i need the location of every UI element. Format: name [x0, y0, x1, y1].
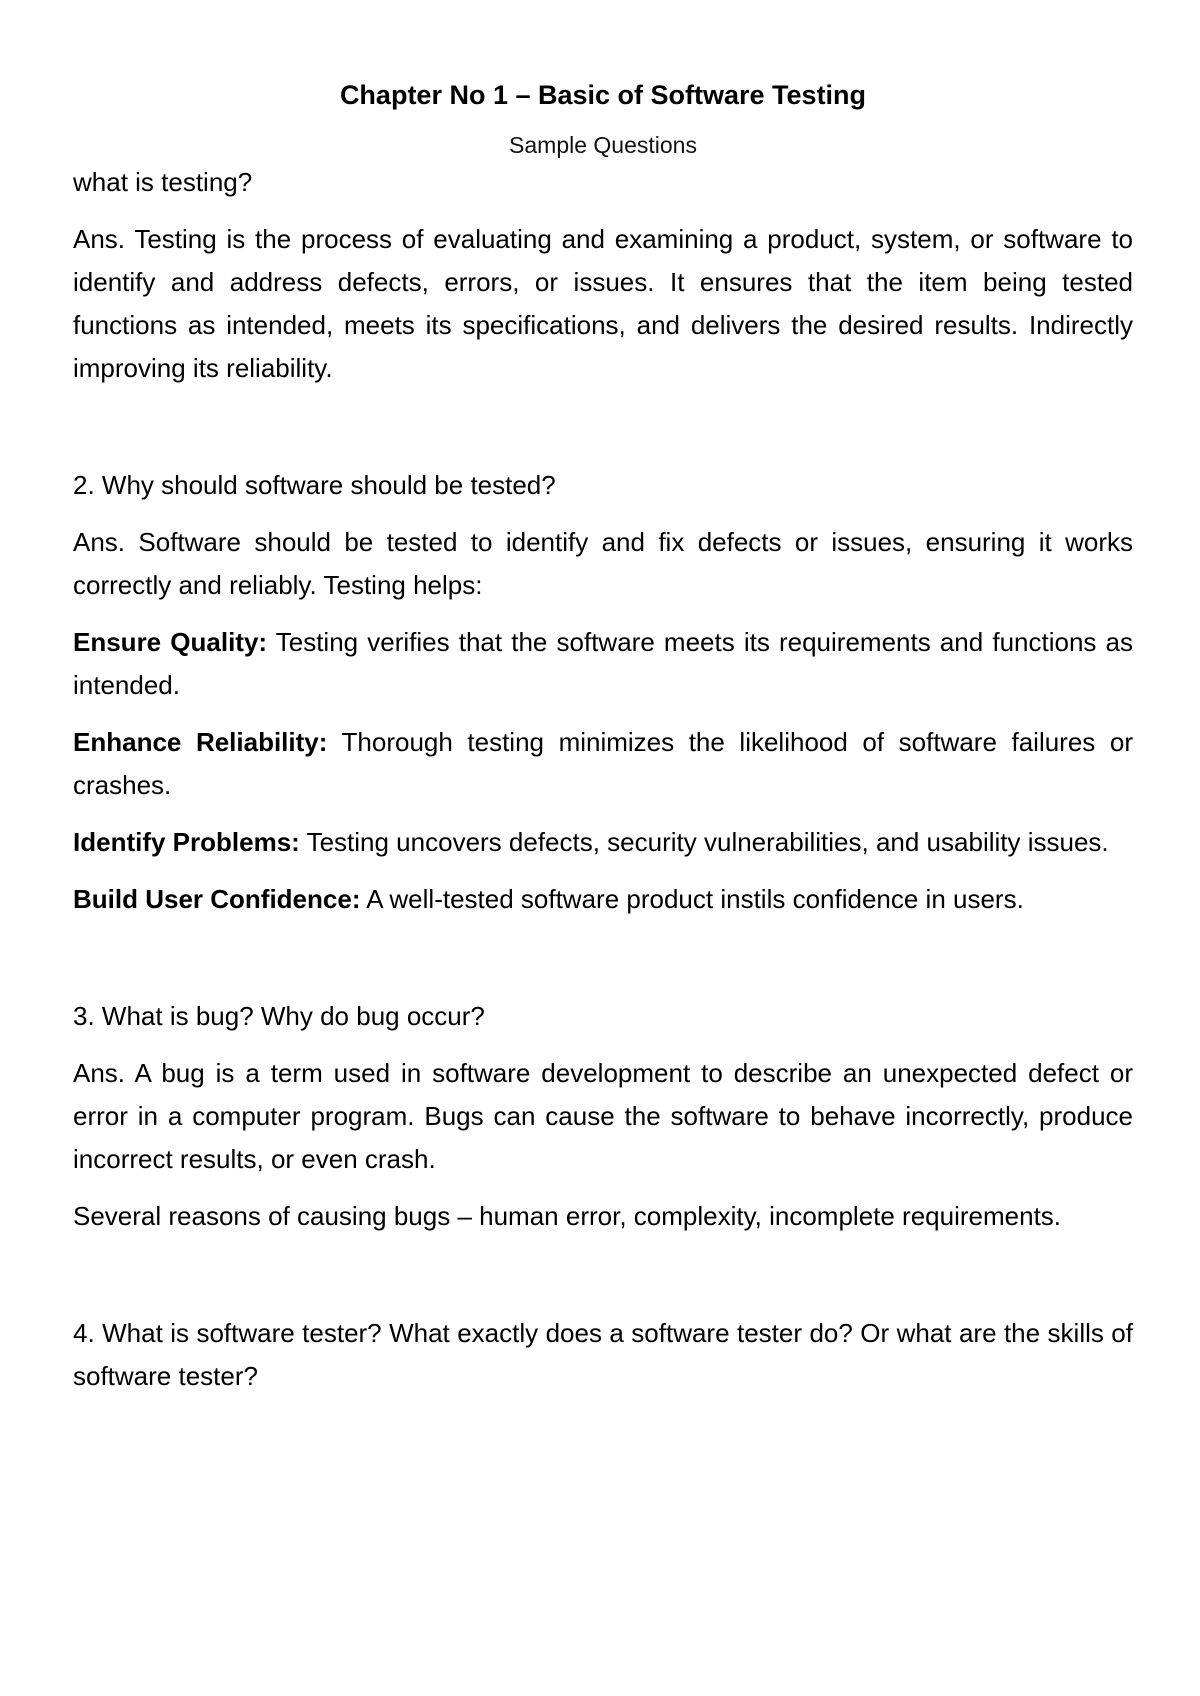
question-1: what is testing? [73, 166, 253, 197]
point-term: Build User Confidence: [73, 883, 361, 914]
question-2: 2. Why should software should be tested? [73, 469, 556, 500]
answer-1: Ans. Testing is the process of evaluating and examining a product, system, or software to identify and address defects, errors, or issues. It ensures that the item being tested functions as intended, meets its specifications, and delivers the desired results. Indirectly improving its reliability. [73, 223, 1133, 383]
document-content [73, 70, 1133, 1412]
answer-3: Ans. A bug is a term used in software development to describe an unexpected defect or error in a computer program. Bugs can cause the software to behave incorrectly, produce incorrect results, or even crash. [73, 1057, 1133, 1174]
answer-2: Ans. Software should be tested to identify and fix defects or issues, ensuring it works correctly and reliably. Testing helps: [73, 526, 1133, 600]
point-term: Identify Problems: [73, 826, 300, 857]
answer-3-reasons: Several reasons of causing bugs – human error, complexity, incomplete requirements. [73, 1200, 1062, 1231]
document-subtitle: Sample Questions [509, 132, 697, 159]
point-text: Thorough testing minimizes the likelihood of software failures or crashes. [73, 726, 1133, 800]
section-spacer [73, 1252, 1133, 1312]
point-term: Enhance Reliability: [73, 726, 328, 757]
section-spacer [73, 404, 1133, 464]
point-term: Ensure Quality: [73, 626, 268, 657]
point-text: Testing uncovers defects, security vulnerabilities, and usability issues. [299, 826, 1109, 857]
section-spacer [73, 935, 1133, 995]
point-identify-problems [73, 821, 1133, 864]
question-4: 4. What is software tester? What exactly does a software tester do? Or what are the skills of software tester? [73, 1317, 1133, 1391]
point-enhance-reliability [73, 721, 1133, 807]
question-3: 3. What is bug? Why do bug occur? [73, 1000, 485, 1031]
point-text: Testing verifies that the software meets its requirements and functions as intended. [73, 626, 1134, 700]
point-text: A well-tested software product instils confidence in users. [360, 883, 1024, 914]
point-build-user-confidence [73, 878, 1133, 921]
document-title: Chapter No 1 – Basic of Software Testing [339, 80, 867, 110]
point-ensure-quality [73, 621, 1133, 707]
